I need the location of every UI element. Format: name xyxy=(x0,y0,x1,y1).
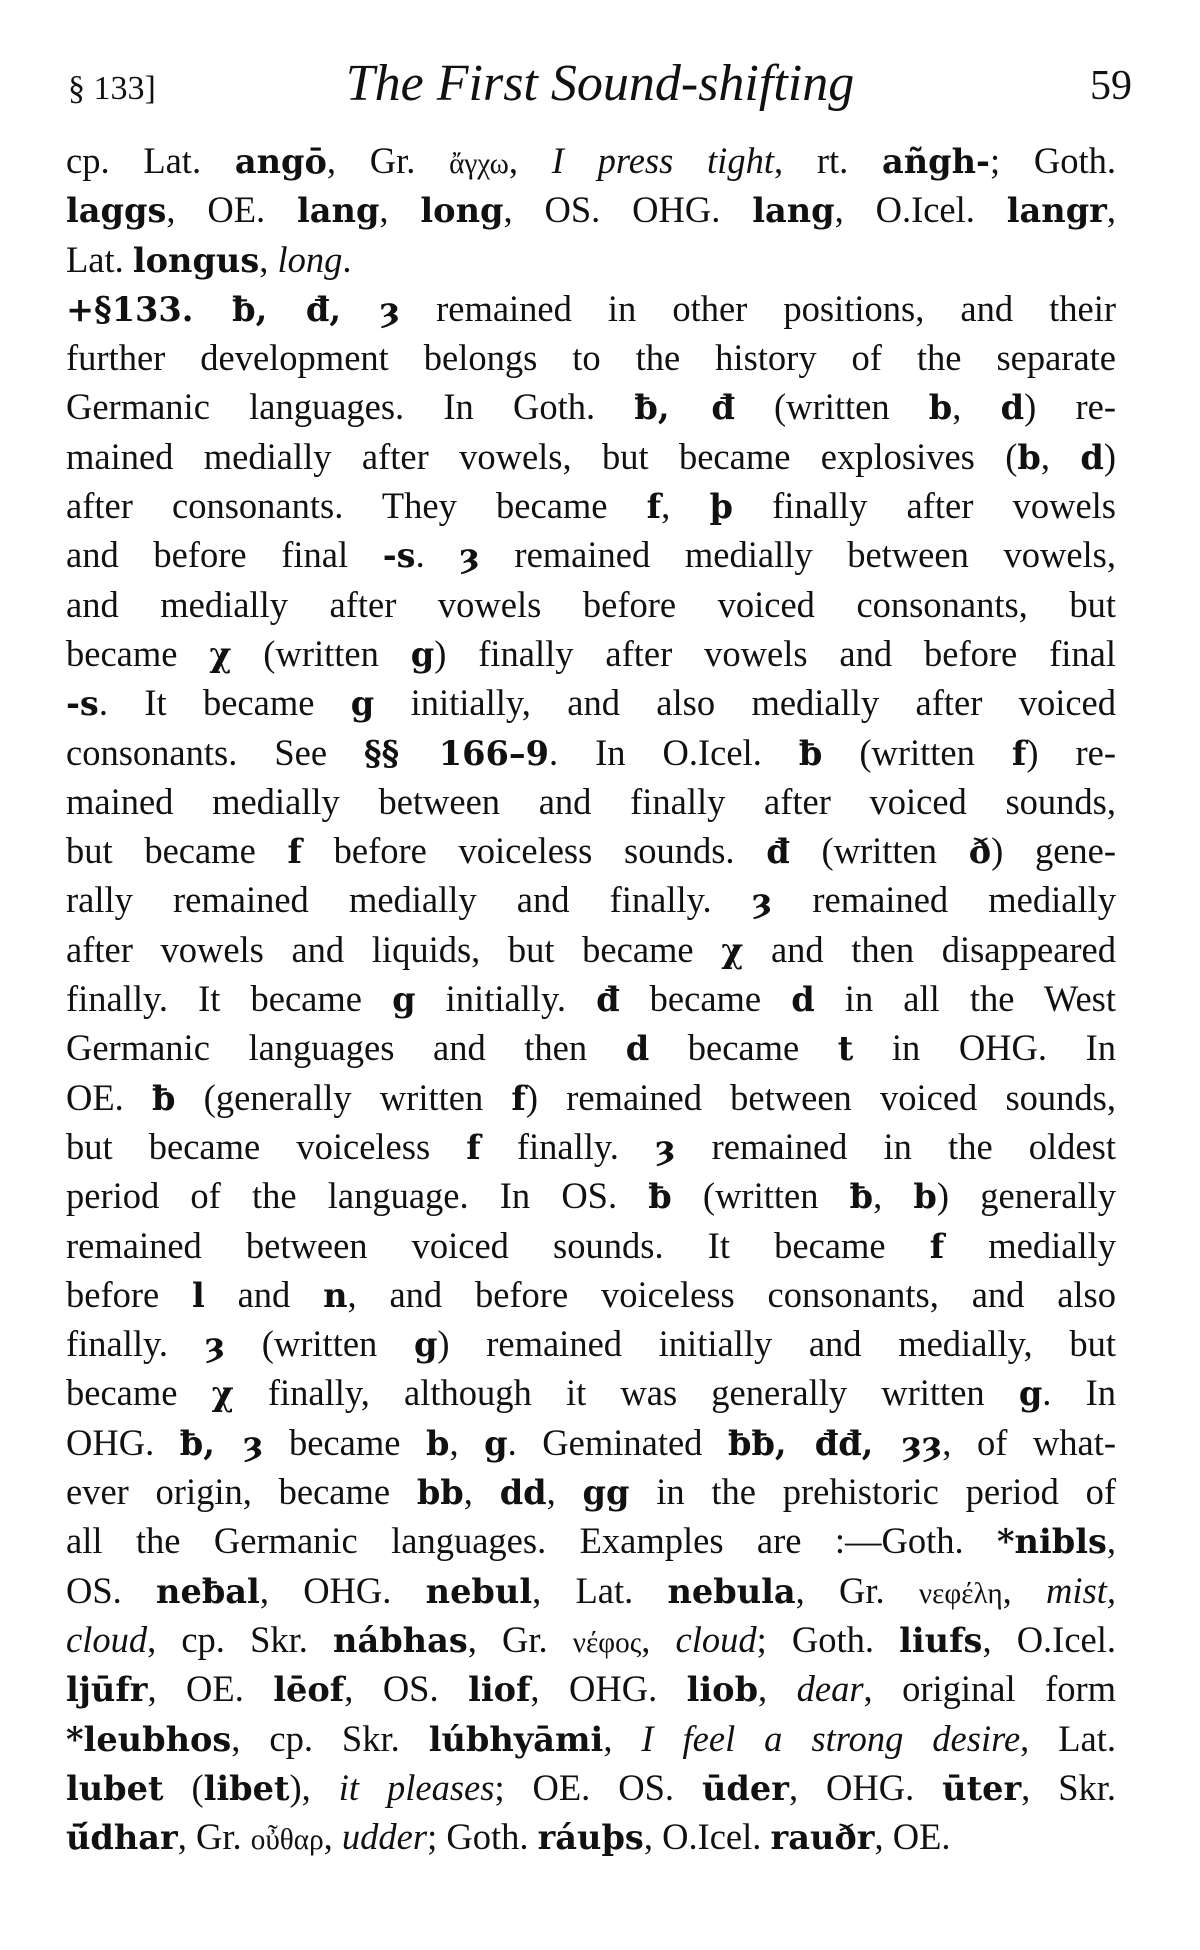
page-number: 59 xyxy=(1090,63,1132,109)
text-run: further development belongs to the history of the separate xyxy=(66,337,1116,379)
text-run: initially. xyxy=(415,978,597,1020)
text-run: ) xyxy=(1103,435,1116,477)
text-run: , Skr. xyxy=(1021,1766,1116,1808)
text-line xyxy=(66,1467,1116,1516)
text-run: , O.Icel. xyxy=(982,1618,1116,1660)
text-run: , xyxy=(1106,1520,1116,1562)
bold-form: ljūfr xyxy=(66,1669,148,1710)
text-run: , Lat. xyxy=(1020,1717,1116,1759)
text-run: , xyxy=(641,1618,676,1660)
italic-gloss: cloud xyxy=(66,1618,148,1660)
text-run: (written xyxy=(734,386,929,428)
text-run: mained medially between and finally after voiced sounds, xyxy=(66,780,1116,822)
text-line xyxy=(66,1073,1116,1122)
text-run: Lat. xyxy=(66,238,133,280)
section-reference: § 133] xyxy=(68,70,156,107)
bold-form: angō xyxy=(234,141,327,181)
bold-form: lang xyxy=(752,190,835,231)
bold-form: dd xyxy=(499,1472,547,1513)
text-run: , Gr. xyxy=(467,1618,573,1660)
bold-form: ū́dhar xyxy=(66,1817,178,1858)
text-run: Germanic languages. In Goth. xyxy=(66,386,635,428)
text-run: , xyxy=(379,189,421,231)
bold-form: n xyxy=(323,1274,348,1315)
text-run: . It became xyxy=(98,682,351,724)
text-run: consonants. See xyxy=(66,731,365,773)
text-run: became xyxy=(66,632,210,674)
bold-form: b xyxy=(425,1422,450,1463)
text-run: rally remained medially and finally. xyxy=(66,879,752,921)
text-run: ; Goth. xyxy=(756,1618,900,1660)
text-run: , xyxy=(508,140,552,181)
text-run: , OHG. xyxy=(530,1668,687,1710)
text-run: remained between voiced sounds. It became xyxy=(66,1224,930,1266)
text-line xyxy=(66,728,1116,777)
bold-form: g xyxy=(484,1422,508,1463)
text-line xyxy=(66,382,1116,431)
text-run: ) remained between voiced sounds, xyxy=(525,1076,1116,1118)
text-run: remained in other positions, and their xyxy=(400,287,1116,329)
italic-gloss: dear xyxy=(796,1668,864,1710)
bold-form: -s xyxy=(66,683,99,724)
text-run: , O.Icel. xyxy=(834,189,1007,231)
text-run: after consonants. They became xyxy=(66,485,647,527)
bold-form: d xyxy=(1000,387,1025,428)
text-run: remained in the oldest xyxy=(675,1125,1116,1167)
text-run: mained medially after vowels, but became explosives ( xyxy=(66,435,1018,477)
text-run: , Lat. xyxy=(532,1569,668,1611)
text-run: ) re- xyxy=(1024,386,1116,428)
text-run: , xyxy=(952,386,1001,428)
text-line xyxy=(66,481,1116,530)
bold-form: ƀ xyxy=(151,1077,176,1118)
bold-form: χ xyxy=(721,929,744,970)
text-run: and then disappeared xyxy=(743,928,1116,970)
bold-form: þ xyxy=(709,486,733,527)
bold-form: lēof xyxy=(273,1669,345,1710)
bold-form: ūder xyxy=(701,1767,789,1808)
text-line xyxy=(66,1368,1116,1417)
text-run: , xyxy=(1002,1569,1047,1611)
text-run: ) gene- xyxy=(991,830,1116,872)
text-line xyxy=(66,678,1116,727)
text-line xyxy=(66,875,1116,924)
text-run: finally. It became xyxy=(66,978,393,1020)
text-run: , OS. xyxy=(344,1668,469,1710)
bold-form: ȝ xyxy=(655,1126,676,1167)
bold-form: g xyxy=(350,683,375,724)
italic-gloss: udder xyxy=(341,1816,428,1858)
bold-form: añgh- xyxy=(882,141,990,181)
text-run: ; Goth. xyxy=(990,140,1116,181)
italic-gloss: it pleases xyxy=(338,1766,495,1808)
bold-form: d xyxy=(791,979,815,1020)
text-run: ) remained initially and medially, but xyxy=(437,1323,1116,1365)
text-line xyxy=(66,1171,1116,1220)
bold-form: ƀ, đ xyxy=(634,387,735,428)
chapter-title: The First Sound-shifting xyxy=(345,55,855,112)
text-run: , Gr. xyxy=(326,140,450,181)
text-run: (written xyxy=(671,1175,850,1217)
text-run: OS. xyxy=(66,1569,157,1611)
text-run: ), xyxy=(289,1766,339,1808)
text-run: . In xyxy=(1042,1372,1116,1414)
text-line xyxy=(66,629,1116,678)
bold-form: -s xyxy=(382,535,416,576)
text-run: became xyxy=(263,1421,426,1463)
text-run: , xyxy=(463,1471,500,1513)
body-text xyxy=(66,136,1116,1861)
text-run: all the Germanic languages. Examples are :—Goth. xyxy=(66,1520,997,1562)
bold-form: f xyxy=(646,486,662,527)
text-run: ) finally after vowels and before final xyxy=(434,632,1116,674)
text-line xyxy=(66,1714,1116,1763)
text-run: before xyxy=(66,1273,193,1315)
text-run: , xyxy=(1106,189,1116,231)
bold-form: longus xyxy=(132,239,260,280)
text-line xyxy=(66,333,1116,382)
text-line xyxy=(66,925,1116,974)
text-run: medially xyxy=(944,1224,1116,1266)
text-line xyxy=(66,1812,1116,1861)
text-run: , rt. xyxy=(773,140,882,181)
bold-form: ȝ xyxy=(751,880,773,921)
text-run: in all the West xyxy=(814,978,1116,1020)
greek-word: ἄγχω xyxy=(449,148,509,180)
text-run: , and before voiceless consonants, and also xyxy=(347,1273,1116,1315)
bold-form: b xyxy=(928,387,953,428)
bold-form: langr xyxy=(1006,190,1107,231)
text-run: after vowels and liquids, but became xyxy=(66,928,722,970)
text-run: and medially after vowels before voiced consonants, but xyxy=(66,583,1116,625)
bold-form: ƀ, ȝ xyxy=(179,1422,264,1463)
bold-form: long xyxy=(420,190,504,231)
running-header xyxy=(60,48,1140,118)
bold-form: đ xyxy=(766,831,790,872)
text-line xyxy=(66,826,1116,875)
text-run: in the prehistoric period of xyxy=(629,1471,1116,1513)
bold-form: nábhas xyxy=(333,1619,468,1660)
text-line xyxy=(66,1270,1116,1319)
text-line xyxy=(66,185,1116,234)
greek-word: νέφος xyxy=(572,1626,642,1659)
text-run: initially, and also medially after voiced xyxy=(374,682,1116,724)
italic-gloss: cloud xyxy=(675,1618,757,1660)
text-run: . xyxy=(342,238,352,280)
bold-form: gg xyxy=(582,1472,630,1513)
text-line xyxy=(66,580,1116,629)
text-run: , OS. OHG. xyxy=(503,189,753,231)
text-line xyxy=(66,1418,1116,1467)
text-run: finally. xyxy=(66,1323,205,1365)
text-run: , xyxy=(661,485,710,527)
text-run: , xyxy=(1040,435,1081,477)
bold-form: ȝ xyxy=(459,535,480,576)
text-run: period of the language. In OS. xyxy=(66,1175,649,1217)
text-run: and xyxy=(204,1273,324,1315)
text-run: (written xyxy=(225,1323,414,1365)
text-line xyxy=(66,777,1116,826)
text-run: , OE. xyxy=(166,189,298,231)
text-run: , OHG. xyxy=(788,1766,943,1808)
bold-form: f xyxy=(466,1126,481,1167)
text-run: , xyxy=(259,238,278,280)
bold-form: g xyxy=(392,979,416,1020)
bold-form: l xyxy=(192,1274,205,1315)
text-run: finally. xyxy=(480,1125,656,1167)
text-line xyxy=(66,1566,1116,1615)
bold-form: g xyxy=(410,633,435,674)
text-run: cp. Lat. xyxy=(66,140,235,181)
text-line xyxy=(66,1615,1116,1664)
bold-form: §§ 166–9 xyxy=(364,732,549,773)
bold-form: f xyxy=(511,1077,526,1118)
text-run: became xyxy=(66,1372,212,1414)
bold-form: lubet xyxy=(66,1767,164,1808)
text-line xyxy=(66,974,1116,1023)
bold-form: ƀ, đ, ȝ xyxy=(232,288,401,329)
bold-form: *nibls xyxy=(997,1521,1107,1562)
text-run: but became xyxy=(66,830,288,872)
text-line xyxy=(66,284,1116,333)
bold-form: ƀ xyxy=(648,1176,672,1217)
text-run: , OE. xyxy=(874,1816,951,1858)
bold-form: +§133. xyxy=(66,288,233,329)
bold-form: đ xyxy=(596,979,620,1020)
text-run: , OHG. xyxy=(259,1569,426,1611)
bold-form: ð xyxy=(968,831,992,872)
text-run: became xyxy=(649,1027,838,1069)
text-run: but became voiceless xyxy=(66,1125,467,1167)
text-run: , of what- xyxy=(942,1421,1116,1463)
bold-form: nebul xyxy=(425,1570,533,1611)
bold-form: liof xyxy=(468,1669,531,1710)
text-run: in OHG. In xyxy=(853,1027,1116,1069)
text-line xyxy=(66,1023,1116,1072)
bold-form: rauðr xyxy=(770,1817,875,1858)
text-run: Germanic languages and then xyxy=(66,1027,626,1069)
text-run: ) generally xyxy=(936,1175,1116,1217)
text-run: , OE. xyxy=(147,1668,274,1710)
bold-form: f xyxy=(929,1225,945,1266)
bold-form: bb xyxy=(416,1472,464,1513)
text-run: (written xyxy=(231,632,411,674)
bold-form: liob xyxy=(686,1669,759,1710)
italic-gloss: long xyxy=(277,238,343,280)
text-run: remained medially xyxy=(772,879,1116,921)
bold-form: laggs xyxy=(66,190,167,231)
text-line xyxy=(66,1664,1116,1713)
bold-form: χ xyxy=(211,1373,234,1414)
text-run: , xyxy=(546,1471,583,1513)
bold-form: ƀ xyxy=(849,1176,874,1217)
text-run: , xyxy=(603,1717,642,1759)
text-run: ( xyxy=(163,1766,204,1808)
bold-form: liufs xyxy=(899,1619,983,1660)
text-run: finally, although it was generally written xyxy=(233,1372,1019,1414)
text-run: before voiceless sounds. xyxy=(301,830,767,872)
text-line xyxy=(66,235,1116,284)
text-run: , xyxy=(449,1421,485,1463)
italic-gloss: I feel a strong desire xyxy=(641,1717,1021,1759)
text-run: became xyxy=(619,978,792,1020)
bold-form: d xyxy=(1080,436,1104,477)
bold-form: libet xyxy=(203,1767,290,1808)
bold-form: g xyxy=(413,1324,438,1365)
text-run: . xyxy=(415,534,460,576)
bold-form: ƀ xyxy=(798,732,823,773)
text-run: (generally written xyxy=(175,1076,512,1118)
bold-form: *leubhos xyxy=(66,1718,232,1759)
text-line xyxy=(66,136,1116,185)
text-run: , xyxy=(323,1816,342,1858)
text-line xyxy=(66,1319,1116,1368)
bold-form: f xyxy=(1011,732,1027,773)
text-run: , original form xyxy=(863,1668,1116,1710)
text-run: finally after vowels xyxy=(732,485,1116,527)
bold-form: ȝ xyxy=(204,1324,226,1365)
bold-form: g xyxy=(1018,1373,1043,1414)
bold-form: ráuþs xyxy=(537,1817,644,1858)
text-run: , cp. Skr. xyxy=(231,1717,429,1759)
bold-form: lúbhyāmi xyxy=(428,1718,604,1759)
text-run: , Gr. xyxy=(177,1816,251,1858)
text-run: . Geminated xyxy=(507,1421,728,1463)
text-run: , xyxy=(873,1175,914,1217)
italic-gloss: I press tight xyxy=(551,140,774,181)
text-run: . In O.Icel. xyxy=(548,731,799,773)
text-line xyxy=(66,1221,1116,1270)
bold-form: b xyxy=(913,1176,937,1217)
bold-form: lang xyxy=(297,190,380,231)
text-run: ever origin, became xyxy=(66,1471,417,1513)
text-line xyxy=(66,1516,1116,1565)
text-line xyxy=(66,1763,1116,1812)
bold-form: nebula xyxy=(667,1570,796,1611)
text-run: ; Goth. xyxy=(427,1816,538,1858)
text-line xyxy=(66,1122,1116,1171)
text-run: OE. xyxy=(66,1076,152,1118)
bold-form: ƀƀ, đđ, ȝȝ xyxy=(727,1422,943,1463)
bold-form: f xyxy=(287,831,302,872)
text-run: , cp. Skr. xyxy=(147,1618,334,1660)
bold-form: χ xyxy=(209,633,232,674)
bold-form: b xyxy=(1017,436,1041,477)
text-run: ; OE. OS. xyxy=(494,1766,702,1808)
bold-form: t xyxy=(837,1028,854,1069)
greek-word: οὖθαρ xyxy=(250,1824,324,1857)
text-run: OHG. xyxy=(66,1421,180,1463)
text-run: , xyxy=(758,1668,797,1710)
text-run: , O.Icel. xyxy=(643,1816,771,1858)
text-run: ) re- xyxy=(1026,731,1116,773)
greek-word: νεφέλη xyxy=(918,1577,1003,1610)
bold-form: neƀal xyxy=(156,1570,260,1611)
bold-form: ūter xyxy=(942,1767,1022,1808)
text-line xyxy=(66,432,1116,481)
text-run: , Gr. xyxy=(795,1569,919,1611)
text-run: and before final xyxy=(66,534,383,576)
text-run: remained medially between vowels, xyxy=(479,534,1116,576)
text-run: (written xyxy=(789,830,969,872)
bold-form: d xyxy=(625,1028,650,1069)
text-line xyxy=(66,530,1116,579)
italic-gloss: mist, xyxy=(1046,1569,1116,1611)
text-run: (written xyxy=(822,731,1012,773)
